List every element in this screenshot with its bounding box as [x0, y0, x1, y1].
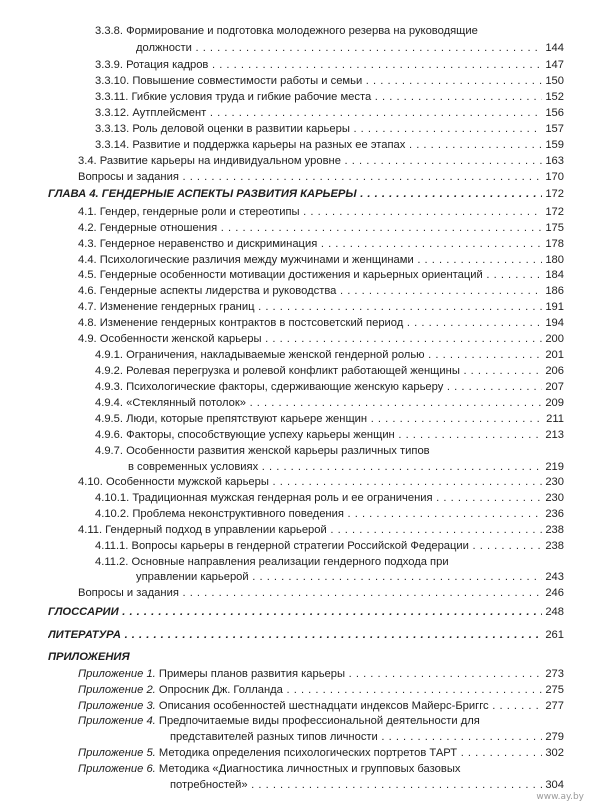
- toc-entry: [0, 780, 590, 794]
- appendix-prefix: Приложение 5.: [78, 748, 156, 759]
- toc-entry: [0, 382, 590, 396]
- toc-chapter-title: ЛИТЕРАТУРА . . .: [48, 630, 564, 641]
- toc-page-number: 172: [542, 189, 564, 200]
- toc-page-number: 275: [542, 685, 564, 696]
- appendix-prefix: Приложение 2.: [78, 685, 156, 696]
- toc-entry-text: 3.3.8. Формирование и подготовка молодежного резерва на руководящие: [95, 25, 478, 37]
- toc-entry: [0, 477, 590, 491]
- toc-entry-text: 4.9.4. «Стеклянный потолок» . . .: [95, 398, 564, 409]
- toc-entry: [0, 207, 590, 221]
- appendix-prefix: Приложение 1.: [78, 669, 156, 680]
- toc-page-number: 219: [542, 462, 564, 473]
- toc-entry: [0, 764, 590, 778]
- appendix-prefix: Приложение 4.: [78, 715, 156, 727]
- toc-entry-text: 4.10.2. Проблема неконструктивного поведения . . .: [95, 509, 564, 520]
- toc-page-number: 238: [542, 541, 564, 552]
- toc-entry: [0, 414, 590, 428]
- toc-chapter: [0, 189, 590, 203]
- toc-entry-text: 3.3.13. Роль деловой оценки в развитии карьеры . . .: [95, 124, 564, 135]
- toc-entry-text: 3.3.14. Развитие и поддержка карьеры на разных ее этапах . . .: [95, 140, 564, 151]
- toc-entry: [0, 302, 590, 316]
- toc-entry: [0, 255, 590, 269]
- toc-page-number: 201: [542, 350, 564, 361]
- toc-entry: [0, 318, 590, 332]
- toc-entry-text: Методика «Диагностика личностных и групповых базовых: [158, 763, 461, 775]
- toc-page-number: 152: [542, 92, 564, 103]
- toc-entry: [0, 525, 590, 539]
- toc-page-number: 211: [543, 414, 564, 425]
- toc-entry: [0, 398, 590, 412]
- appendix-prefix: Приложение 3.: [78, 701, 156, 712]
- toc-entry-text: Вопросы и задания . . .: [78, 172, 564, 183]
- toc-entry: [0, 108, 590, 122]
- toc-entry-text: 4.9.3. Психологические факторы, сдерживающие женскую карьеру . . .: [95, 382, 564, 393]
- toc-entry: [0, 509, 590, 523]
- toc-page-number: 243: [542, 572, 564, 583]
- toc-page-number: 157: [542, 124, 564, 135]
- toc-entry: [0, 124, 590, 138]
- toc-page-number: 304: [542, 780, 564, 791]
- toc-page-number: 184: [542, 270, 564, 281]
- watermark: www.ay.by: [536, 792, 584, 802]
- toc-entry: [0, 140, 590, 154]
- toc-page-number: 147: [542, 60, 564, 71]
- toc-entry: [0, 588, 590, 602]
- toc-entry: [0, 76, 590, 90]
- toc-page-number: 175: [542, 223, 564, 234]
- toc-entry-text: 4.9.6. Факторы, способствующие успеху карьеры женщин . . .: [95, 430, 564, 441]
- toc-entry: [0, 60, 590, 74]
- toc-entry-text: представителей разных типов личности . . .: [170, 732, 564, 743]
- toc-entry-text: 4.8. Изменение гендерных контрактов в постсоветский период . . .: [78, 318, 564, 329]
- appendix-prefix: Приложение 6.: [78, 763, 156, 775]
- toc-page-number: 206: [542, 366, 564, 377]
- toc-entry: [0, 223, 590, 237]
- toc-entry-text: 3.3.10. Повышение совместимости работы и семьи . . .: [95, 76, 564, 87]
- toc-page-number: 248: [542, 607, 564, 618]
- toc-page-number: 209: [542, 398, 564, 409]
- toc-entry: [0, 43, 590, 57]
- toc-page-number: 261: [542, 630, 564, 641]
- toc-entry-text: 4.4. Психологические различия между мужчинами и женщинами . . .: [78, 255, 564, 266]
- toc-page-number: 246: [542, 588, 564, 599]
- toc-page-number: 279: [542, 732, 564, 743]
- toc-entry: [0, 701, 590, 715]
- toc-entry: [0, 462, 590, 476]
- toc-entry-text: 4.11. Гендерный подход в управлении карьерой . . .: [78, 525, 564, 536]
- toc-entry-text: 4.9. Особенности женской карьеры . . .: [78, 334, 564, 345]
- toc-chapter-title: ПРИЛОЖЕНИЯ: [48, 651, 130, 663]
- toc-entry-text: управлении карьерой . . .: [136, 572, 564, 583]
- toc-entry-text: 3.3.9. Ротация кадров . . .: [95, 60, 564, 71]
- toc-entry: [0, 26, 590, 40]
- toc-entry-text: 3.4. Развитие карьеры на индивидуальном уровне . . .: [78, 156, 564, 167]
- toc-entry-text: 4.9.1. Ограничения, накладываемые женской гендерной ролью . . .: [95, 350, 564, 361]
- toc-entry-text: Опросник Дж. Голланда: [158, 685, 283, 696]
- toc-page-number: 230: [542, 493, 564, 504]
- toc-entry-text: должности . . .: [136, 43, 564, 54]
- toc-page-number: 200: [542, 334, 564, 345]
- toc-chapter-title: ГЛАВА 4. ГЕНДЕРНЫЕ АСПЕКТЫ РАЗВИТИЯ КАРЬЕРЫ . . .: [48, 189, 564, 200]
- toc-entry-text: 4.5. Гендерные особенности мотивации достижения и карьерных ориентаций . . .: [78, 270, 564, 281]
- toc-entry: [0, 366, 590, 380]
- toc-entry-text: 4.1. Гендер, гендерные роли и стереотипы . . .: [78, 207, 564, 218]
- toc-page-number: 277: [542, 701, 564, 712]
- toc-entry: [0, 541, 590, 555]
- toc-page-number: 180: [542, 255, 564, 266]
- toc-page-number: 159: [542, 140, 564, 151]
- toc-entry-text: 4.9.2. Ролевая перегрузка и ролевой конфликт работающей женщины . . .: [95, 366, 564, 377]
- toc-entry-text: 4.6. Гендерные аспекты лидерства и руководства . . .: [78, 286, 564, 297]
- toc-entry: [0, 572, 590, 586]
- toc-entry: [0, 334, 590, 348]
- toc-chapter: [0, 607, 590, 621]
- toc-entry: [0, 557, 590, 571]
- toc-entry: [0, 493, 590, 507]
- toc-entry: [0, 430, 590, 444]
- toc-page-number: 238: [542, 525, 564, 536]
- toc-entry: [0, 669, 590, 683]
- toc-entry: [0, 92, 590, 106]
- toc-entry: [0, 446, 590, 460]
- toc-page-number: 156: [542, 108, 564, 119]
- toc-chapter-title: ГЛОССАРИЙ . . .: [48, 607, 564, 618]
- toc-entry-text: Описания особенностей шестнадцати индексов Майерс-Бриггс: [158, 701, 489, 712]
- toc-page-number: 273: [542, 669, 564, 680]
- toc-entry: [0, 685, 590, 699]
- toc-page-number: 194: [542, 318, 564, 329]
- toc-page-number: 172: [542, 207, 564, 218]
- toc-entry-text: 4.3. Гендерное неравенство и дискриминация . . .: [78, 239, 564, 250]
- toc-page-number: 186: [542, 286, 564, 297]
- toc-entry-text: Примеры планов развития карьеры: [158, 669, 346, 680]
- toc-entry-text: 4.11.2. Основные направления реализации гендерного подхода при: [95, 556, 449, 568]
- toc-entry-text: 3.3.12. Аутплейсмент . . .: [95, 108, 564, 119]
- toc-page-number: 178: [542, 239, 564, 250]
- toc-entry-text: 4.2. Гендерные отношения . . .: [78, 223, 564, 234]
- toc-entry-text: Методика определения психологических портретов ТАРТ: [158, 748, 458, 759]
- toc-entry: [0, 156, 590, 170]
- toc-entry-text: Вопросы и задания . . .: [78, 588, 564, 599]
- toc-entry-text: 4.11.1. Вопросы карьеры в гендерной стратегии Российской Федерации . . .: [95, 541, 564, 552]
- toc-entry-text: в современных условиях . . .: [128, 462, 564, 473]
- toc-entry: [0, 172, 590, 186]
- toc-chapter: [0, 630, 590, 644]
- toc-entry: [0, 350, 590, 364]
- toc-page-number: 207: [542, 382, 564, 393]
- toc-entry: [0, 716, 590, 730]
- toc-chapter: [0, 652, 590, 666]
- toc-entry: [0, 732, 590, 746]
- toc-entry: [0, 748, 590, 762]
- toc-entry-text: 4.10. Особенности мужской карьеры . . .: [78, 477, 564, 488]
- toc-page-number: 213: [542, 430, 564, 441]
- toc-page-number: 170: [542, 172, 564, 183]
- toc-entry-text: 4.10.1. Традиционная мужская гендерная роль и ее ограничения . . .: [95, 493, 564, 504]
- toc-entry: [0, 286, 590, 300]
- toc-page-number: 163: [542, 156, 564, 167]
- toc-entry-text: 4.9.5. Люди, которые препятствуют карьере женщин . . .: [95, 414, 564, 425]
- toc-entry-text: Предпочитаемые виды профессиональной деятельности для: [158, 715, 480, 727]
- toc-entry-text: 4.7. Изменение гендерных границ . . .: [78, 302, 564, 313]
- toc-entry-text: 4.9.7. Особенности развития женской карьеры различных типов: [95, 445, 430, 457]
- toc-entry: [0, 270, 590, 284]
- toc-page-number: 144: [542, 43, 564, 54]
- toc-entry-text: 3.3.11. Гибкие условия труда и гибкие рабочие места . . .: [95, 92, 564, 103]
- toc-entry: [0, 239, 590, 253]
- toc-page-number: 150: [542, 76, 564, 87]
- toc-page-number: 236: [542, 509, 564, 520]
- toc-page-number: 230: [542, 477, 564, 488]
- toc-page-number: 191: [542, 302, 564, 313]
- toc-page-number: 302: [542, 748, 564, 759]
- toc-entry-text: потребностей» . . .: [170, 780, 564, 791]
